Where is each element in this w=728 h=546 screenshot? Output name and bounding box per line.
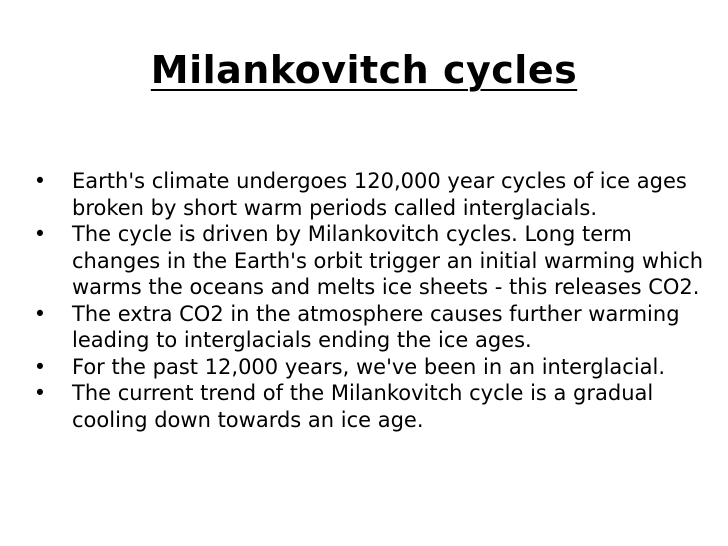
bullet-item bbox=[28, 221, 708, 301]
bullet-item bbox=[28, 301, 708, 354]
bullet-icon: • bbox=[33, 169, 47, 193]
bullet-text: For the past 12,000 years, we've been in an interglacial. bbox=[72, 354, 666, 379]
bullet-item bbox=[28, 354, 708, 381]
bullet-text: The cycle is driven by Milankovitch cycles. Long term changes in the Earth's orbit trigger an initial warming which warms the oceans and melts ice sheets - this releases CO2. bbox=[72, 222, 704, 299]
bullet-list bbox=[28, 168, 708, 433]
bullet-icon: • bbox=[33, 222, 47, 246]
bullet-icon: • bbox=[33, 301, 47, 326]
slide-title-text: Milankovitch cycles bbox=[150, 48, 578, 92]
bullet-text: The extra CO2 in the atmosphere causes further warming leading to interglacials ending the ice ages. bbox=[72, 301, 680, 352]
bullet-item bbox=[28, 168, 708, 221]
bullet-text: The current trend of the Milankovitch cycle is a gradual cooling down towards an ice age. bbox=[72, 381, 654, 432]
slide-title bbox=[0, 44, 728, 96]
bullet-item bbox=[28, 380, 708, 433]
bullet-text: Earth's climate undergoes 120,000 year cycles of ice ages broken by short warm periods called interglacials. bbox=[72, 169, 687, 220]
bullet-icon: • bbox=[33, 381, 47, 405]
bullet-icon: • bbox=[33, 354, 47, 379]
